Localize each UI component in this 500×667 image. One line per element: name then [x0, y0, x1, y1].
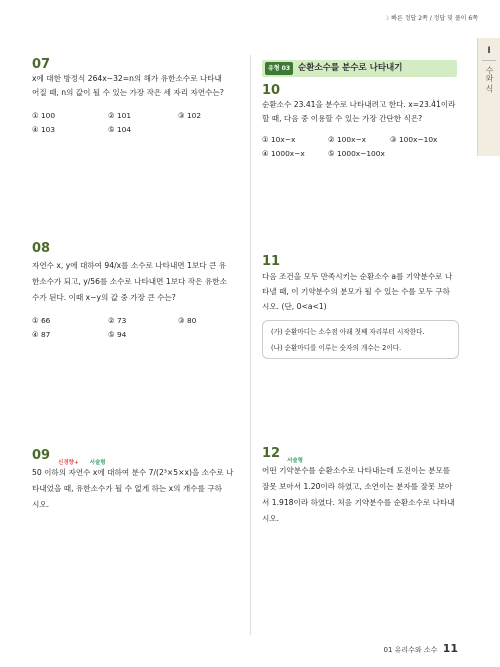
section-title: 순환소수를 분수로 나타내기 — [298, 63, 403, 73]
question-line: 다음 조건을 모두 만족시키는 순환소수 a를 기약분수로 나 — [262, 272, 453, 281]
condition-item: (가) 순환마디는 소수점 아래 첫째 자리부터 시작한다. — [271, 328, 425, 336]
half-moon-icon: ☽ — [383, 15, 390, 22]
chapter-side-tab — [477, 38, 500, 156]
condition-item: (나) 순환마디를 이루는 숫자의 개수는 2이다. — [271, 344, 402, 352]
option[interactable]: ② 101 — [108, 111, 132, 120]
question-10-text — [262, 98, 462, 126]
option[interactable]: ④ 1000x−x — [262, 149, 305, 158]
page-number: 11 — [442, 642, 458, 655]
chapter-number: I — [487, 46, 491, 56]
question-number: 12 — [262, 446, 281, 461]
chapter-label: 수와 식 — [485, 66, 494, 93]
question-07-text — [32, 72, 254, 100]
divider — [482, 60, 496, 61]
question-line: 잘못 보아서 1.2̇0̇이라 하였고, 소연이는 분자를 잘못 보아 — [262, 482, 453, 491]
answer-options — [32, 314, 247, 342]
question-line: 시오. — [32, 500, 50, 509]
new-type-badge: 신경향+ — [58, 460, 79, 466]
question-line: 순환소수 23.4̇1̇을 분수로 나타내려고 한다. x=23.4̇1̇이라 — [262, 100, 456, 109]
header-text: 빠른 정답 2쪽 / 정답 및 풀이 6쪽 — [391, 15, 478, 22]
section-tag: 유형 03 — [265, 62, 293, 75]
question-line: 50 이하의 자연수 x에 대하여 분수 7/(2³×5×x)을 소수로 나 — [32, 468, 234, 477]
option[interactable]: ③ 80 — [178, 316, 197, 325]
answer-options — [262, 133, 462, 161]
option[interactable]: ② 100x−x — [328, 135, 367, 144]
question-number: 11 — [262, 254, 281, 269]
option[interactable]: ① 66 — [32, 316, 51, 325]
option[interactable]: ④ 87 — [32, 330, 51, 339]
question-11-text — [262, 269, 462, 314]
essay-badge: 서술형 — [287, 458, 303, 464]
question-09-text — [32, 465, 254, 513]
column-divider — [250, 55, 251, 635]
question-12-text — [262, 463, 462, 527]
question-line: 시오. — [262, 514, 280, 523]
page-header — [384, 13, 478, 22]
answer-options — [32, 109, 247, 137]
question-line: 자연수 x, y에 대하여 94/x를 소수로 나타내면 1보다 큰 유 — [32, 261, 227, 270]
question-08-text — [32, 258, 254, 306]
question-line: 한소수가 되고, y/56를 소수로 나타내면 1보다 작은 유한소 — [32, 277, 227, 286]
question-line: 서 1.91̇8̇이라 하였다. 처음 기약분수를 순환소수로 나타내 — [262, 498, 455, 507]
question-number: 10 — [262, 83, 281, 98]
question-number: 07 — [32, 57, 51, 72]
option[interactable]: ① 10x−x — [262, 135, 296, 144]
option[interactable]: ① 100 — [32, 111, 56, 120]
question-line: 수가 된다. 이때 x−y의 값 중 가장 큰 수는? — [32, 293, 176, 302]
option[interactable]: ④ 103 — [32, 125, 56, 134]
question-line: 어질 때, n의 값이 될 수 있는 가장 작은 세 자리 자연수는? — [32, 88, 224, 97]
question-line: x에 대한 방정식 264x−32=n의 해가 유한소수로 나타내 — [32, 74, 222, 83]
option[interactable]: ② 73 — [108, 316, 127, 325]
conditions-box — [262, 320, 459, 359]
question-line: 타낼 때, 이 기약분수의 분모가 될 수 있는 수를 모두 구하 — [262, 287, 450, 296]
section-header — [262, 60, 457, 77]
option[interactable]: ⑤ 104 — [108, 125, 132, 134]
question-number: 08 — [32, 241, 51, 256]
question-line: 타내었을 때, 유한소수가 될 수 없게 하는 x의 개수를 구하 — [32, 484, 223, 493]
question-line: 할 때, 다음 중 이용할 수 있는 가장 간단한 식은? — [262, 114, 423, 123]
page-footer — [384, 642, 458, 655]
option[interactable]: ⑤ 94 — [108, 330, 127, 339]
question-line: 시오. (단, 0<a<1) — [262, 302, 327, 311]
option[interactable]: ③ 100x−10x — [390, 135, 438, 144]
essay-badge: 서술형 — [89, 460, 106, 466]
option[interactable]: ⑤ 1000x−100x — [328, 149, 385, 158]
question-number: 09 — [32, 448, 51, 463]
chapter-title: 01 유리수와 소수 — [383, 646, 438, 654]
option[interactable]: ③ 102 — [178, 111, 202, 120]
question-line: 어떤 기약분수를 순환소수로 나타내는데 도진이는 분모를 — [262, 466, 451, 475]
